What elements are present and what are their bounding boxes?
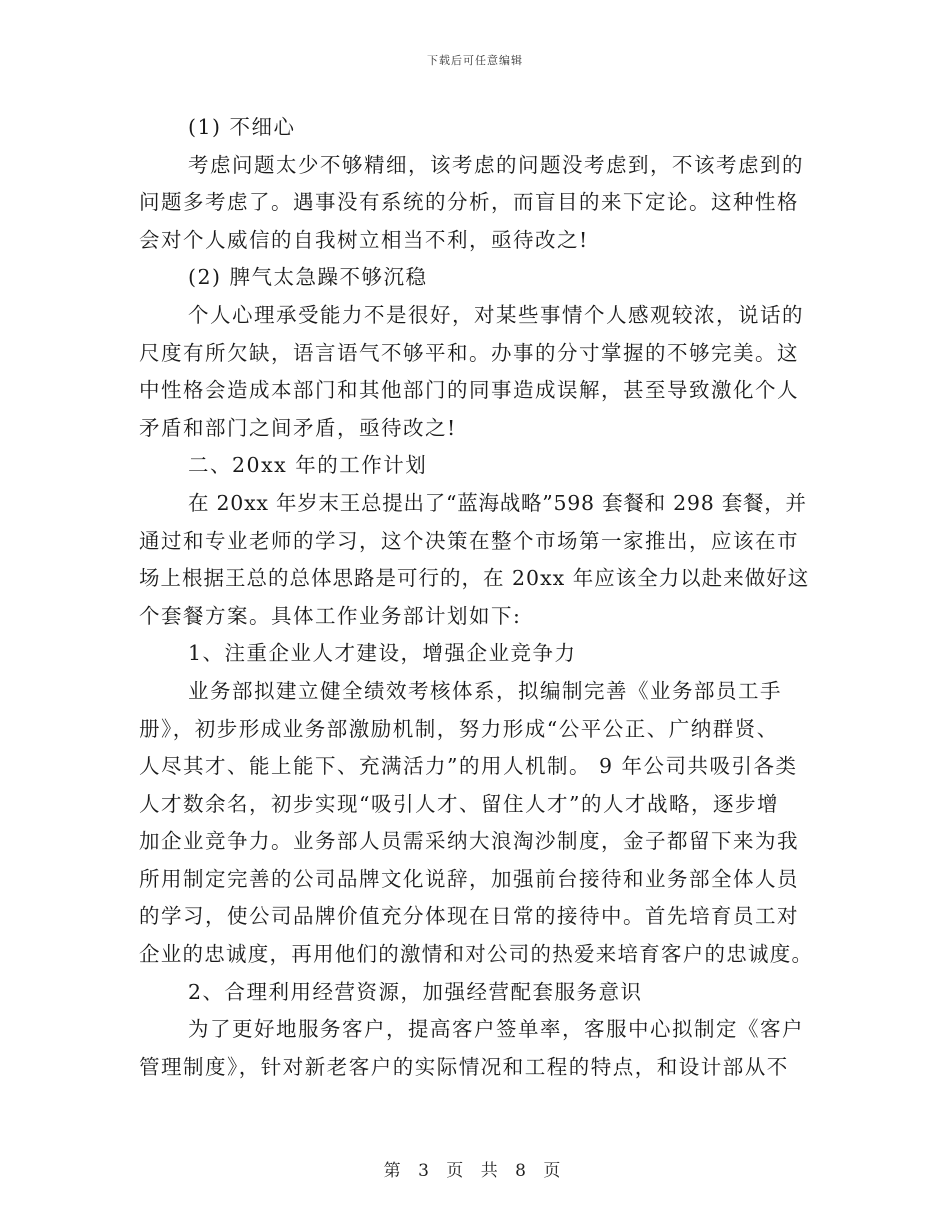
text-line: 所用制定完善的公司品牌文化说辞，加强前台接待和业务部全体人员 — [139, 866, 799, 891]
text-line: 为了更好地服务客户，提高客户签单率，客服中心拟制定《客户 — [188, 1017, 804, 1042]
text-line: 个套餐方案。具体工作业务部计划如下: — [139, 603, 522, 628]
text-line: (2) 脾气太急躁不够沉稳 — [188, 265, 428, 290]
text-line: 中性格会造成本部门和其他部门的同事造成误解，甚至导致激化个人 — [139, 378, 799, 403]
text-line: 矛盾和部门之间矛盾，亟待改之! — [139, 415, 457, 440]
text-line: 管理制度》，针对新老客户的实际情况和工程的特点，和设计部从不 — [139, 1054, 789, 1079]
text-line: 册》，初步形成业务部激励机制，努力形成“公平公正、广纳群贤、 — [139, 716, 779, 741]
document-body — [139, 109, 814, 1086]
text-line: 问题多考虑了。遇事没有系统的分析，而盲目的来下定论。这种性格 — [139, 190, 799, 215]
text-line: 尺度有所欠缺，语言语气不够平和。办事的分寸掌握的不够完美。这 — [139, 340, 799, 365]
text-line: 在 20xx 年岁末王总提出了“蓝海战略”598 套餐和 298 套餐，并 — [188, 490, 807, 515]
text-line: 1、注重企业人才建设，增强企业竞争力 — [188, 641, 577, 666]
text-line: 场上根据王总的总体思路是可行的，在 20xx 年应该全力以赴来做好这 — [139, 566, 810, 591]
text-line: (1) 不细心 — [188, 115, 296, 139]
text-line: 二、20xx 年的工作计划 — [188, 453, 428, 478]
text-line: 考虑问题太少不够精细，该考虑的问题没考虑到，不该考虑到的 — [188, 152, 804, 177]
page-footer: 第 3 页 共 8 页 — [383, 1161, 567, 1181]
page-header: 下载后可任意编辑 — [427, 54, 523, 67]
text-line: 业务部拟建立健全绩效考核体系，拟编制完善《业务部员工手 — [188, 678, 782, 703]
text-line: 的学习，使公司品牌价值充分体现在日常的接待中。首先培育员工对 — [139, 904, 799, 929]
text-line: 个人心理承受能力不是很好，对某些事情个人感观较浓，说话的 — [188, 302, 804, 327]
text-line: 通过和专业老师的学习，这个决策在整个市场第一家推出，应该在市 — [139, 528, 799, 553]
text-line: 人才数余名，初步实现“吸引人才、留住人才”的人才战略，逐步增 — [139, 791, 779, 816]
text-line: 人尽其才、能上能下、充满活力”的用人机制。 9 年公司共吸引各类 — [139, 754, 798, 779]
text-line: 加企业竞争力。业务部人员需采纳大浪淘沙制度，金子都留下来为我 — [139, 829, 799, 854]
text-line: 企业的忠诚度，再用他们的激情和对公司的热爱来培育客户的忠诚度。 — [139, 942, 814, 967]
text-line: 会对个人威信的自我树立相当不利，亟待改之! — [139, 227, 589, 252]
text-line: 2、合理利用经营资源，加强经营配套服务意识 — [188, 979, 643, 1004]
